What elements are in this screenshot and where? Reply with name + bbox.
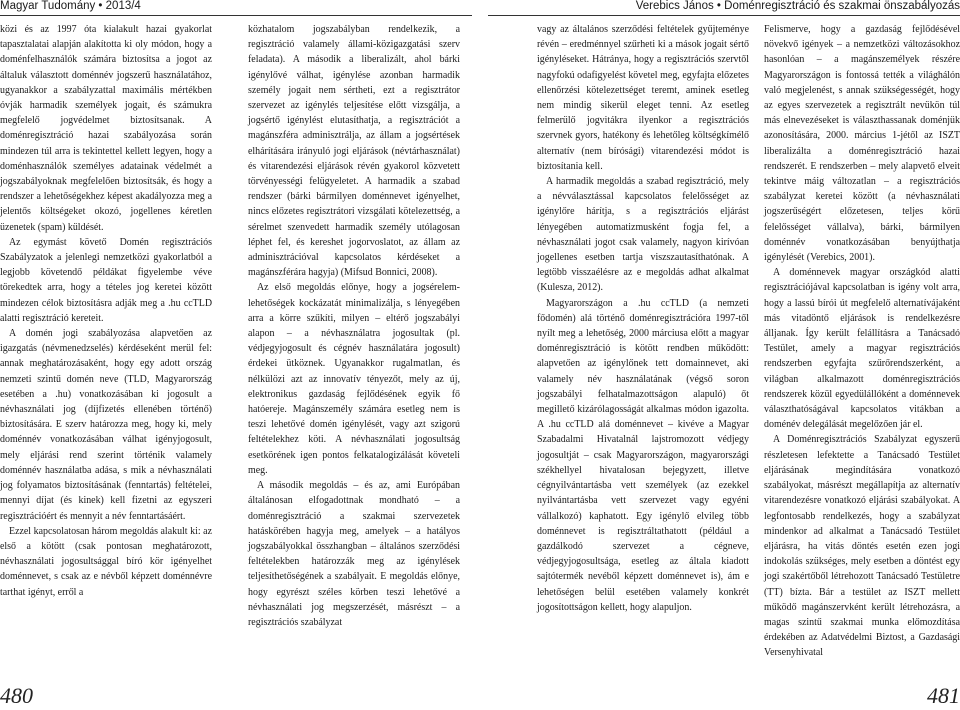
text-column-2 <box>764 22 960 659</box>
paragraph: A harmadik megoldás a szabad regisztráció, mely a névválasztással kapcsolatos felelősséget az igénylőre hárítja, s a regisztrációs eljárást lényegében automatizmusként fogja fel, a névhasználati jogot csak valamely, nagyon kirívóan jogellenes esetben tartja viszszautasíthatónak. A legtöbb visszaélésre az e megoldás adhat alkalmat (Kulesza, 2012). <box>537 176 749 294</box>
text-column-1 <box>537 22 749 650</box>
text-column-2 <box>248 22 460 650</box>
text-column-1 <box>0 22 212 650</box>
paragraph: Magyarországon a .hu ccTLD (a nemzeti fődomén) alá történő doménregisztrációra 1997-től nyílt meg a lehetőség, 2000 márciusa előtt a magyar doménregisztráció is kötött rendben működött: alapvetően az igénylőnek tett domainnevet, aki valamely név használatának (végső soron jogszabályi felhatalmazottságon alapuló) őt megillető kizárólagosságát alkalmas módon igazolta. A .hu ccTLD alá doménnevet – kivéve a Magyar Szabadalmi Hivatalnál lajstromozott védjegy jogosultját – csak Magyarországon, magyarországi székhellyel hivatalosan bejegyzett, illetve cégnyilvántartásba vett személyek (az ezekkel nyilvántartásba vett szervezet vagy egyéni vállalkozó) kaphatott. Egy igénylő elvileg több doménnevet is regisztráltathatott (például a gazdálkodó szervezet a cégneve, védjegyjogosultsága, esetleg az általa kiadott sajtótermék nevéből képzett doménnevet is), ám e lehetőségen belül esetében valamely konkrét jogosítottságon kellett, hogy alapuljon. <box>537 297 749 613</box>
left-page <box>0 0 472 710</box>
paragraph: Felismerve, hogy a gazdaság fejlődésével növekvő igények – a nemzetközi változásokhoz hasonlóan – a magánszemélyek részére Magyarországon is fontossá tették a világhálón való megjelenést, s annak szükségességét, hogy az egyes szervezetek a regisztrált nevükön túl más elnevezéseket is választhassanak doménjük azonosítására, 2000. március 1-jétől az ISZT liberalizálta a doménregisztráció hazai rendszerét. E rendszerben – mely alapvető elveit tekintve máig változatlan – a regisztrációs szabályzat keretei között (a névhasználati jogszerűségért előzetesen, teljes körű felelősséget vállalva), bárki, bármilyen doménnév vonatkozásában benyújthatja igénylését (Verebics, 2001). <box>764 24 960 264</box>
header-rule <box>0 15 472 16</box>
paragraph: A doménnevek magyar országkód alatti regisztrációjával kapcsolatban is igény volt arra, hogy a lassú bírói út megfelelő alternatívájaként más vitadöntő eljárások is rendelkezésre álljanak. Így került felállításra a Tanácsadó Testület, amely a magyar regisztrációs rendszerben egyfajta szűrőrendszerként, a világban alkalmazott doménregisztrációs rendszerek közül egyedülállóként a doménnevek választhatóságával kapcsolatos vitákban a doménév delegálását megelőzően jár el. <box>764 267 960 431</box>
paragraph: Ezzel kapcsolatosan három megoldás alakult ki: az első a kötött (csak pontosan meghatározott, névhasználati jogosultsággal bíró kör igényelhet doménnevet, s csak az e névből képzett doménnévre tarthat igényt, erről a <box>0 525 212 598</box>
paragraph: A domén jogi szabályozása alapvetően az igazgatás (névmenedzselés) kérdéseként merül fel: annak meghatározásaként, hogy egy adott ország nemzeti szintű domén neve (TLD, Magyarország esetében a .hu) vonatkozásában ki jogosult a névhasználati jog (díjfizetés ellenében történő) biztosítására. E szerv határozza meg, hogy ki, mely doménnév vonatkozásában válhat igényjogosult, mely eljárási rend szerint történik valamely doménnév használatba adása, s mik a névhasználati jog folyamatos biztosításának (fenntartás) feltételei, mennyi díjat (és kinek) kell fizetni az egyszeri regisztrációért és mennyit a név fenntartásáért. <box>0 328 212 522</box>
paragraph: vagy az általános szerződési feltételek gyűjteménye révén – eredménnyel szűrheti ki a mások jogait sértő igényléseket. Hátránya, hogy a regisztrációs szervtől nagyfokú odafigyelést követel meg, egyfajta előzetes ellenőrzési kötelezettséget teremt, aminek esetleg nem mindig sikerül eleget tenni. Az esetleg felmerülő jogvitákra ilyenkor a regisztrációs szervnek gyors, hatékony és lehetőleg költségkímélő alternatív (nem bírósági) vitarendezési módot is biztosítania kell. <box>537 24 749 172</box>
running-head: Magyar Tudomány • 2013/4 <box>0 0 141 12</box>
paragraph: Az első megoldás előnye, hogy a jogsérelem-lehetőségek kockázatát minimalizálja, s lényegében arra a körre szűkíti, milyen – eltérő jogszabályi alapon – a névhasználatra jogosultak (pl. védjegyjogosult és cégnév használatára jogosult) érdekei ütköznek. Ugyanakkor rugalmatlan, és nélkülözi azt az innovatív tényezőt, mely az új, elektronikus gazdaság fejlődésének egyik fő hatóereje. Magánszemély számára esetleg nem is teszi lehetővé domén igénylését, vagy azt szigorú feltételekhez köti. A névhasználati jogosultság esetkörének igen pontos felkatalogizálását követeli meg. <box>248 282 460 476</box>
header-rule <box>488 15 960 16</box>
page-number: 481 <box>927 683 960 708</box>
running-head: Verebics János • Doménregisztráció és szakmai önszabályozás <box>635 0 960 12</box>
paragraph: Az egymást követő Domén regisztrációs Szabályzatok a jelenlegi nemzetközi gyakorlatból a legjobb követendő példákat figyelembe véve törekedtek arra, hogy a tételes jog keretei között mindezen célok biztosításra adják meg a .hu ccTLD alatti regisztráció kereteit. <box>0 236 212 324</box>
page-number: 480 <box>0 683 33 708</box>
paragraph: A Doménregisztrációs Szabályzat egyszerű részletesen lefektette a Tanácsadó Testület eljárásának megindítására vonatkozó szabályokat, másrészt megállapítja az alternatív vitarendezésre vonatkozó eljárási szabályokat. A legfontosabb rendelkezés, hogy a szabályzat mindenkor ad alkalmat a Tanácsadó Testület eljárásra, ha vitás döntés esetén ezen jogi indokolás szükséges, mely esetben a döntést egy jogi szakértőből létrehozott Tanácsadó Testületre (TT) bízta. Bár a testület az ISZT mellett működő magánszervként került létrehozásra, a magas szintű szakmai munka előmozdítása érdekében az Adatvédelmi Biztost, a Gazdasági Versenyhivatal <box>764 434 960 659</box>
right-page <box>488 0 960 710</box>
paragraph: A második megoldás – és az, ami Európában általánosan elfogadottnak mondható – a doménregisztráció a szakmai szervezetek hatáskörében hagyja meg, amelyek – a hatályos jogszabályokkal összhangban – általános szerződési feltételekben határozzák meg az igénylések teljesíthetőségének a szabályait. E megoldás előnye, hogy egyrészt széles körben teszi lehetővé a névhasználati jog megszerzését, másrészt – a regisztrációs szabályzat <box>248 480 460 628</box>
paragraph: közi és az 1997 óta kialakult hazai gyakorlat tapasztalatai alapján alakította ki oly módon, hogy a doménfelhasználók számára biztosítsa a jogot az általuk választott doménnév jogszerű használatához, ugyanakkor a szabályzattal maximális mértékben óvják harmadik személyek jogait, és számukra megfelelő jogvédelmet biztosítsanak. A doménregisztráció hazai szabályozása során mindezen túl arra is tekintettel kellett legyen, hogy a doménhasználók személyes adatainak védelmét a jogszabályoknak megfelelően biztosítsák, és hogy a rendszer a lehetőségekhez képest akadályozza meg a jelentős költségeket okozó, jogellenes kéretlen üzenetek (spam) küldését. <box>0 24 212 233</box>
paragraph: közhatalom jogszabályban rendelkezik, a regisztráció valamely állami-közigazgatási szerv feladata). A második a liberalizált, ahol bárki igénylővé válhat, igénylése azonban harmadik személy jogait nem sértheti, ezt a regisztrátor szervezet az igénylés teljesítése előtt vizsgálja, a jogsértő igénylést elutasíthatja, a regisztrációt a magánszféra adminisztrálja, az állam a jogsértések elhárítására irányuló jogi eljárások (névtárhasználat) és vitarendezési eljárások révén gyakorol közvetett törvényességi felügyeletet. A harmadik a szabad rendszer (bárki bármilyen doménnevet igényelhet, nincs előzetes regisztrátori vizsgálati kötelezettség, a sérelmet szenvedett harmadik személy utólagosan léphet fel, és kereshet jogorvoslatot, az állam az adminisztrációval kapcsolatos kérdéseket a magánszférára hagyja) (Mifsud Bonnici, 2008). <box>248 24 460 279</box>
